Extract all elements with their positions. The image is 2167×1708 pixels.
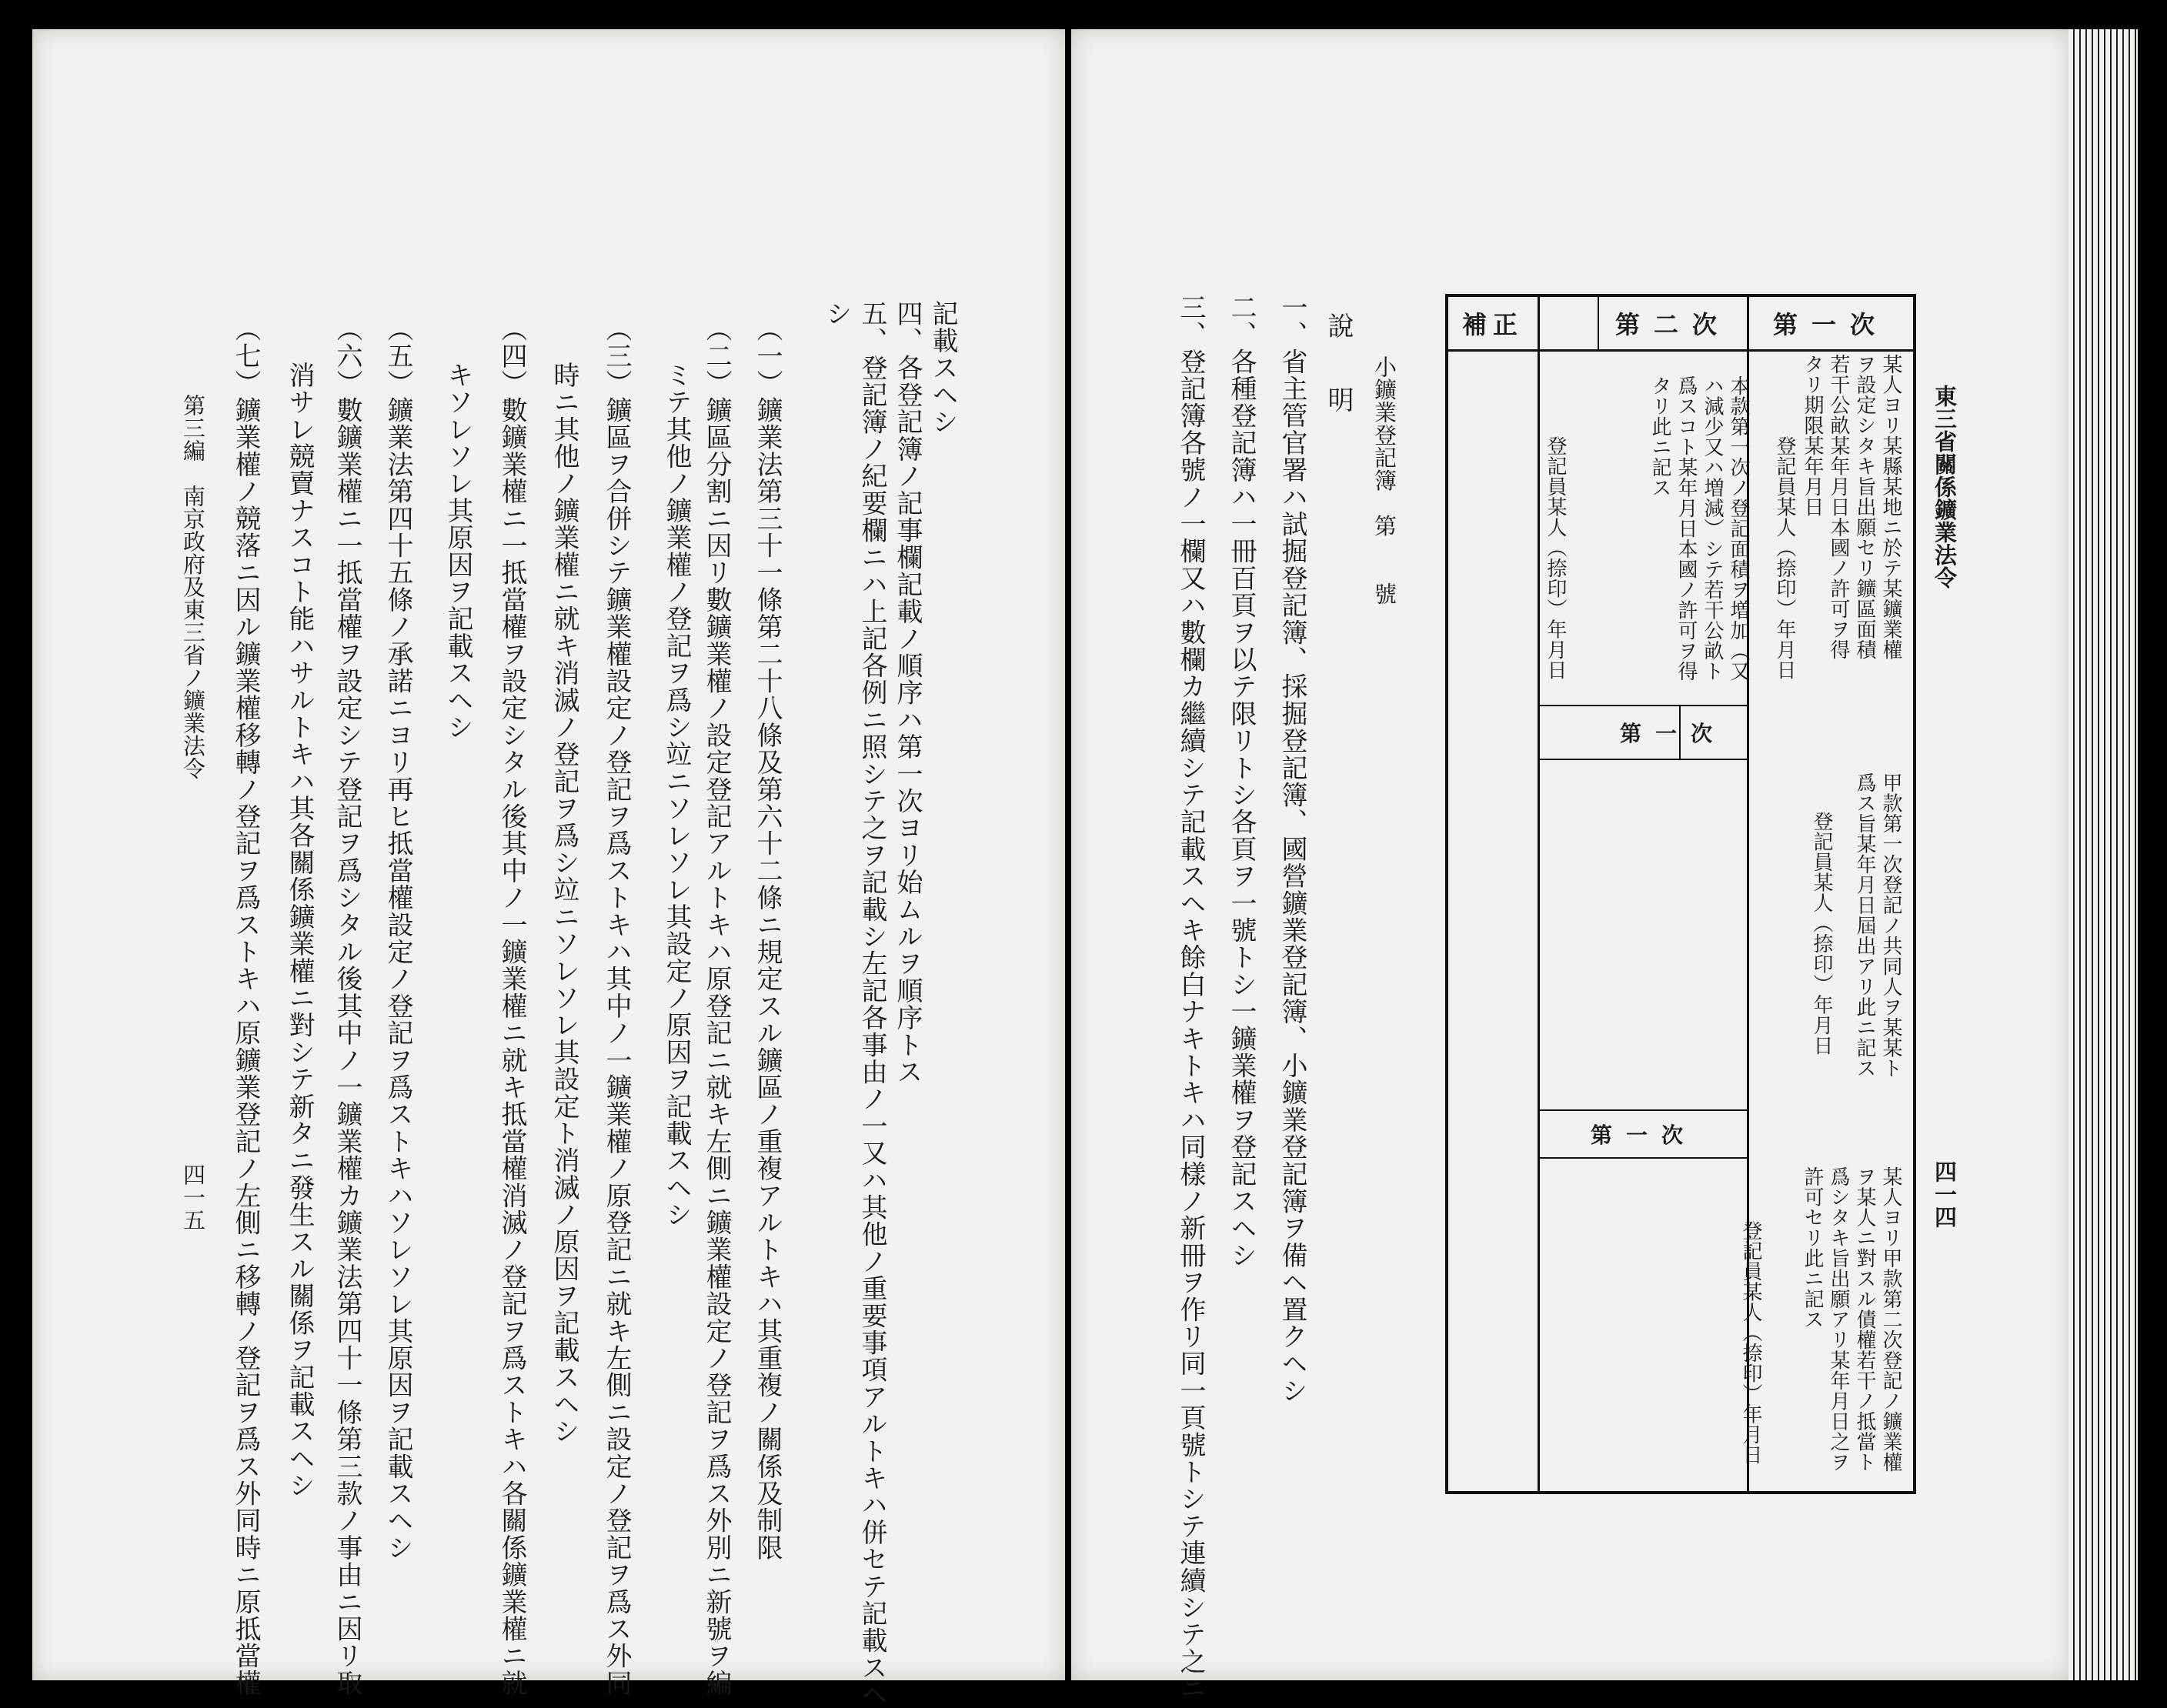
entry-4-line: 爲シタキ旨出願アリ某年月日之ヲ [1827,1166,1850,1473]
left-item-cont: 消サレ競賣ナスコト能ハサルトキハ其各關係鑛業權ニ對シテ新タニ發生スル關係ヲ記載スヘシ [284,362,315,1500]
left-item-cont: ミテ其他ノ鑛業權ノ登記ヲ爲シ竝ニソレソレ其設定ノ原因ヲ記載スヘシ [661,362,692,1229]
entry-4-line: 某人ヨリ甲款第二次登記ノ鑛業權 [1879,1166,1902,1473]
left-item: （二）鑛區分割ニ因リ數鑛業權ノ設定登記アルトキハ原登記ニ就キ左側ニ鑛業權設定ノ登記ヲ爲ス外別ニ新號ヲ編 [701,315,732,1697]
subheader-second-first-2 [1541,1111,1747,1157]
entry-4-line: ヲ某人ニ對スル債權若干ノ抵當ト [1853,1166,1876,1473]
right-page-number: 四一四 [1932,1160,1958,1229]
entry-2-line: タリ此ニ記ス [1648,375,1671,498]
left-item: （七）鑛業權ノ競落ニ因ル鑛業權移轉ノ登記ヲ爲ストキハ原鑛業登記ノ左側ニ移轉ノ登記ヲ爲ス外同時ニ原抵當權 [230,315,261,1697]
left-footer-title: 第三編 南京政府及東三省ノ鑛業法令 [180,394,206,780]
explanation-item: 三、登記簿各號ノ一欄又ハ數欄カ繼續シテ記載スヘキ餘白ナキトキハ同樣ノ新冊ヲ作リ同一頁號トシテ連續シテ之ニ [1175,294,1206,1703]
entry-2-line: 本款第一次ノ登記面積ヲ増加（又 [1727,375,1750,682]
entry-1-signature: 登記員某人（捺印）年月日 [1773,435,1796,680]
entry-4-signature: 登記員某人（捺印）年月日 [1739,1220,1762,1465]
book-edge [2068,29,2138,1680]
explanation-heading: 說 明 [1323,312,1354,423]
subheader-label: 第一次 [1619,721,1726,746]
register-caption: 小鑛業登記簿 第 號 [1371,355,1397,605]
left-item-cont: 時ニ其他ノ鑛業權ニ就キ消滅ノ登記ヲ爲シ竝ニソレソレ其設定ト消滅ノ原因ヲ記載スヘシ [549,362,579,1445]
header-first-label: 第一次 [1772,310,1888,339]
left-item-cont: キソレソレ其原因ヲ記載スヘシ [442,362,473,741]
left-page-number: 四一五 [180,1163,206,1232]
running-title: 東三省關係鑛業法令 [1932,385,1958,589]
entry-1-line: タリ期限某年月日 [1801,354,1824,517]
header-second [1599,297,1747,349]
left-item: （一）鑛業法第三十一條第二十八條及第六十二條ニ規定スル鑛區ノ重複アルトキハ其重複ノ關係及制限 [752,315,783,1562]
subheader-label: 第一次 [1590,1123,1697,1148]
left-item: （六）數鑛業權ニ一抵當權ヲ設定シテ登記ヲ爲シタル後其中ノ一鑛業權カ鑛業法第四十一條第三款ノ事由ニ因リ取 [332,315,362,1697]
header-first [1748,297,1913,349]
entry-2-signature: 登記員某人（捺印）年月日 [1544,435,1567,680]
header-second-label: 第二次 [1614,310,1731,339]
entry-2-line: 爲スコト某年月日本國ノ許可ヲ得 [1674,375,1698,682]
header-correction-label: 補正 [1461,310,1524,339]
left-paragraph: シ [821,300,852,328]
explanation-item: 二、各種登記簿ハ一冊百頁ヲ以テ限リトシ各頁ヲ一號トシ一鑛業權ヲ登記スヘシ [1226,294,1257,1269]
explanation-item: 一、省主管官署ハ試掘登記簿、採掘登記簿、國營鑛業登記簿、小鑛業登記簿ヲ備ヘ置クヘシ [1277,294,1307,1405]
left-paragraph: 四、各登記簿ノ記事欄記載ノ順序ハ第一次ヨリ始ムルヲ順序トス [892,300,923,1086]
entry-2-line: ハ減少又ハ増減）シテ若干公畝ト [1701,375,1724,682]
entry-1-line: 若干公畝某年月日本國ノ許可ヲ得 [1827,354,1850,660]
entry-4-line: 許可セリ此ニ記ス [1801,1166,1824,1329]
left-item: （三）鑛區ヲ合併シテ鑛業權設定ノ登記ヲ爲ストキハ其中ノ一鑛業權ノ原登記ニ就キ左側ニ設定ノ登記ヲ爲ス外同 [601,315,632,1697]
left-item: （五）鑛業法第四十五條ノ承諾ニヨリ再ヒ抵當權設定ノ登記ヲ爲ストキハソレソレ其原因ヲ記載スヘシ [382,315,413,1562]
entry-1-line: 某人ヨリ某縣某地ニ於テ某鑛業權 [1879,354,1902,660]
header-correction [1448,297,1538,349]
entry-3-line: 爲ス旨某年月日屆出アリ此ニ記ス [1853,772,1876,1079]
left-item: （四）數鑛業權ニ一抵當權ヲ設定シタル後其中ノ一鑛業權ニ就キ抵當權消滅ノ登記ヲ爲ストキハ各關係鑛業權ニ就 [496,315,527,1697]
entry-1-line: ヲ設定シタキ旨出願セリ鑛區面積 [1853,354,1876,660]
left-paragraph: 記載スヘシ [927,300,958,435]
left-paragraph: 五、登記簿ノ紀要欄ニハ上記各例ニ照シテ之ヲ記載シ左記各事由ノ一又ハ其他ノ重要事項アルトキハ併セテ記載スヘ [856,300,887,1708]
entry-3-line: 甲款第一次登記ノ共同人ヲ某某ト [1879,772,1902,1079]
subheader-second-first [1599,706,1747,759]
entry-3-signature: 登記員某人（捺印）年月日 [1810,811,1833,1056]
